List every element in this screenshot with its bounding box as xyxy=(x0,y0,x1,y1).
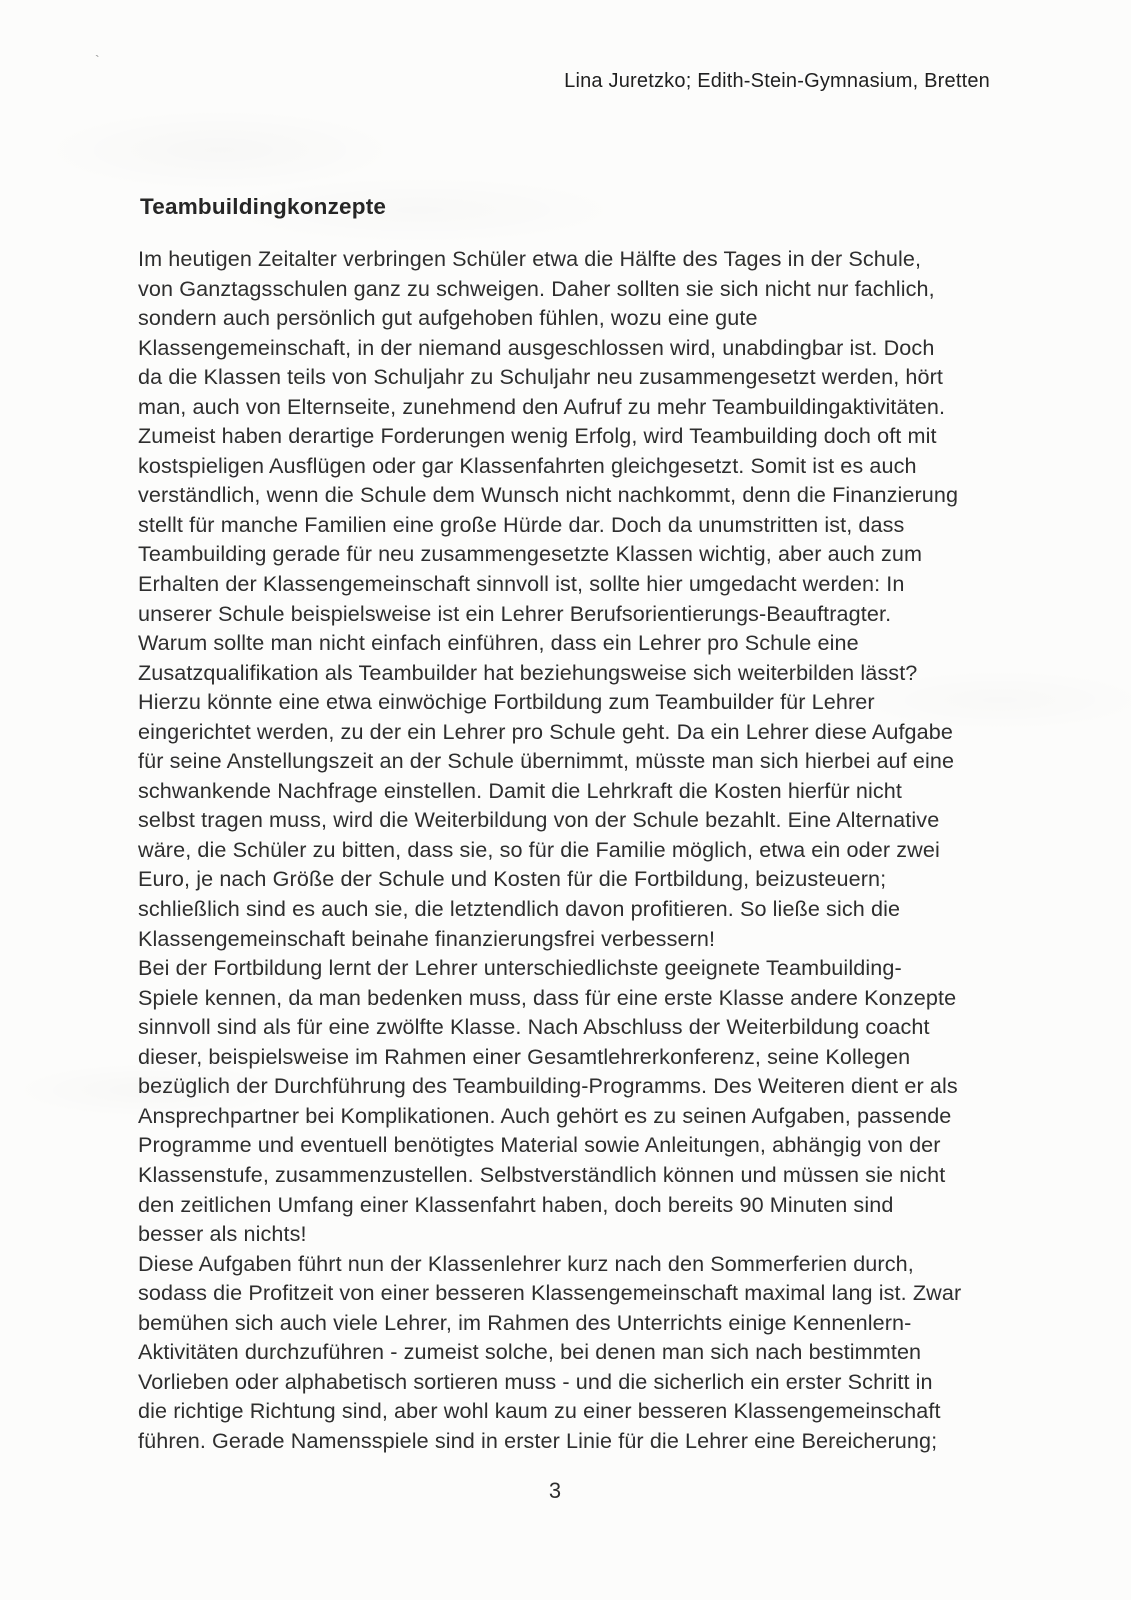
body-line: Vorlieben oder alphabetisch sortieren muss - und die sicherlich ein erster Schritt in xyxy=(138,1368,933,1394)
body-line: sinnvoll sind als für eine zwölfte Klasse. Nach Abschluss der Weiterbildung coacht xyxy=(138,1014,930,1040)
body-line: dieser, beispielsweise im Rahmen einer Gesamtlehrerkonferenz, seine Kollegen xyxy=(138,1043,911,1069)
body-line: verständlich, wenn die Schule dem Wunsch nicht nachkommt, denn die Finanzierung xyxy=(138,482,959,508)
body-line: führen. Gerade Namensspiele sind in erster Linie für die Lehrer eine Bereicherung; xyxy=(138,1427,938,1453)
body-line: Euro, je nach Größe der Schule und Kosten für die Fortbildung, beizusteuern; xyxy=(138,866,887,892)
body-line: bemühen sich auch viele Lehrer, im Rahmen des Unterrichts einige Kennenlern- xyxy=(138,1309,912,1335)
body-line: schwankende Nachfrage einstellen. Damit die Lehrkraft die Kosten hierfür nicht xyxy=(138,777,902,803)
author-header: Lina Juretzko; Edith-Stein-Gymnasium, Bretten xyxy=(564,70,990,92)
body-line: unserer Schule beispielsweise ist ein Lehrer Berufsorientierungs-Beauftragter. xyxy=(138,600,892,626)
body-line: Erhalten der Klassengemeinschaft sinnvoll ist, sollte hier umgedacht werden: In xyxy=(138,571,905,597)
body-line: Teambuilding gerade für neu zusammengesetzte Klassen wichtig, aber auch zum xyxy=(138,541,923,567)
body-line: man, auch von Elternseite, zunehmend den Aufruf zu mehr Teambuildingaktivitäten. xyxy=(138,393,946,419)
body-line: Warum sollte man nicht einfach einführen, dass ein Lehrer pro Schule eine xyxy=(138,630,859,656)
body-text xyxy=(138,244,1003,1455)
body-line: Bei der Fortbildung lernt der Lehrer unterschiedlichste geeignete Teambuilding- xyxy=(138,955,902,981)
body-line: Klassenstufe, zusammenzustellen. Selbstverständlich können und müssen sie nicht xyxy=(138,1161,946,1187)
body-line: den zeitlichen Umfang einer Klassenfahrt haben, doch bereits 90 Minuten sind xyxy=(138,1191,894,1217)
body-line: eingerichtet werden, zu der ein Lehrer pro Schule geht. Da ein Lehrer diese Aufgabe xyxy=(138,718,953,744)
body-line: sodass die Profitzeit von einer besseren Klassengemeinschaft maximal lang ist. Zwar xyxy=(138,1280,962,1306)
body-line: die richtige Richtung sind, aber wohl kaum zu einer besseren Klassengemeinschaft xyxy=(138,1398,941,1424)
body-line: schließlich sind es auch sie, die letztendlich davon profitieren. So ließe sich die xyxy=(138,896,901,922)
body-line: wäre, die Schüler zu bitten, dass sie, so für die Familie möglich, etwa ein oder zwei xyxy=(138,836,940,862)
body-line: da die Klassen teils von Schuljahr zu Schuljahr neu zusammengesetzt werden, hört xyxy=(138,364,944,390)
document-title: Teambuildingkonzepte xyxy=(140,194,387,219)
body-line: selbst tragen muss, wird die Weiterbildung von der Schule bezahlt. Eine Alternative xyxy=(138,807,940,833)
body-line: für seine Anstellungszeit an der Schule übernimmt, müsste man sich hierbei auf eine xyxy=(138,748,955,774)
body-line: Klassengemeinschaft, in der niemand ausgeschlossen wird, unabdingbar ist. Doch xyxy=(138,334,935,360)
body-line: stellt für manche Familien eine große Hürde dar. Doch da unumstritten ist, dass xyxy=(138,511,905,537)
body-line: Im heutigen Zeitalter verbringen Schüler etwa die Hälfte des Tages in der Schule, xyxy=(138,246,922,271)
scan-artifact: ` xyxy=(95,52,100,68)
page-number: 3 xyxy=(548,1478,562,1503)
body-line: sondern auch persönlich gut aufgehoben fühlen, wozu eine gute xyxy=(138,305,758,331)
body-line: besser als nichts! xyxy=(138,1221,307,1247)
body-line: Diese Aufgaben führt nun der Klassenlehrer kurz nach den Sommerferien durch, xyxy=(138,1250,914,1276)
body-line: bezüglich der Durchführung des Teambuilding-Programms. Des Weiteren dient er als xyxy=(138,1073,958,1099)
body-line: Zusatzqualifikation als Teambuilder hat beziehungsweise sich weiterbilden lässt? xyxy=(138,659,918,685)
body-line: Aktivitäten durchzuführen - zumeist solche, bei denen man sich nach bestimmten xyxy=(138,1339,922,1365)
body-line: Klassengemeinschaft beinahe finanzierungsfrei verbessern! xyxy=(138,925,716,951)
body-line: Zumeist haben derartige Forderungen wenig Erfolg, wird Teambuilding doch oft mit xyxy=(138,423,937,449)
body-line: kostspieligen Ausflügen oder gar Klassenfahrten gleichgesetzt. Somit ist es auch xyxy=(138,452,917,478)
body-line: Ansprechpartner bei Komplikationen. Auch gehört es zu seinen Aufgaben, passende xyxy=(138,1102,952,1128)
body-line: von Ganztagsschulen ganz zu schweigen. Daher sollten sie sich nicht nur fachlich, xyxy=(138,275,935,301)
body-line: Programme und eventuell benötigtes Material sowie Anleitungen, abhängig von der xyxy=(138,1132,941,1158)
body-line: Spiele kennen, da man bedenken muss, dass für eine erste Klasse andere Konzepte xyxy=(138,984,957,1010)
body-line: Hierzu könnte eine etwa einwöchige Fortbildung zum Teambuilder für Lehrer xyxy=(138,689,875,715)
